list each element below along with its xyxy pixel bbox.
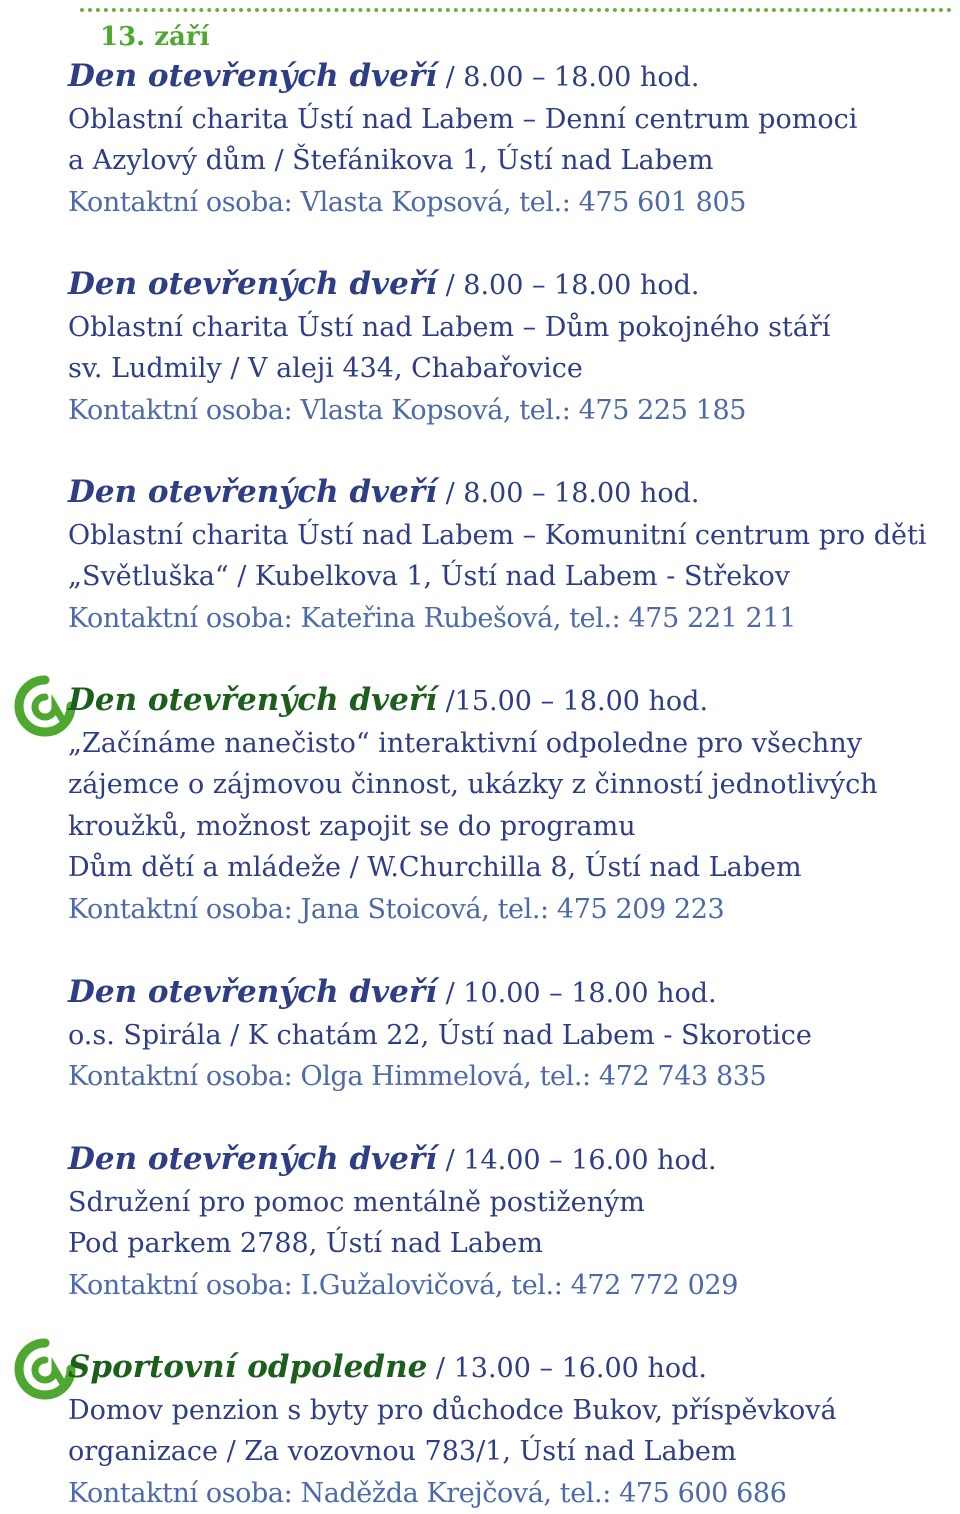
event-title: Sportovní odpoledne [68, 1349, 428, 1385]
event-detail: organizace / Za vozovnou 783/1, Ústí nad Labem [68, 1436, 737, 1468]
event-time: / 8.00 – 18.00 hod. [437, 478, 700, 509]
event-3 [68, 472, 948, 639]
event-detail: Oblastní charita Ústí nad Labem – Dům pokojného stáří [68, 311, 831, 343]
event-title: Den otevřených dveří [68, 58, 438, 94]
event-time: / 13.00 – 16.00 hod. [427, 1353, 707, 1384]
event-title: Den otevřených dveří [68, 682, 438, 718]
dotted-divider [80, 8, 952, 12]
event-contact: Kontaktní osoba: Vlasta Kopsová, tel.: 475 225 185 [68, 394, 747, 426]
event-4 [68, 680, 948, 931]
event-contact: Kontaktní osoba: Kateřina Rubešová, tel.: 475 221 211 [68, 602, 796, 634]
event-detail: Dům dětí a mládeže / W.Churchilla 8, Ústí nad Labem [68, 852, 802, 884]
event-detail: sv. Ludmily / V aleji 434, Chabařovice [68, 353, 583, 385]
event-6 [68, 1139, 948, 1306]
event-detail: „Začínáme nanečisto“ interaktivní odpoledne pro všechny [68, 727, 862, 759]
event-1 [68, 56, 948, 223]
date-heading: 13. září [100, 22, 210, 52]
event-contact: Kontaktní osoba: Naděžda Krejčová, tel.: 475 600 686 [68, 1477, 787, 1509]
event-detail: Oblastní charita Ústí nad Labem – Komunitní centrum pro děti [68, 519, 927, 551]
event-time: / 8.00 – 18.00 hod. [437, 62, 700, 93]
swirl-icon [14, 1338, 76, 1400]
event-contact: Kontaktní osoba: I.Gužalovičová, tel.: 472 772 029 [68, 1269, 738, 1301]
event-detail: zájemce o zájmovou činnost, ukázky z činností jednotlivých [68, 769, 878, 801]
event-detail: Sdružení pro pomoc mentálně postiženým [68, 1186, 645, 1218]
event-time: / 10.00 – 18.00 hod. [437, 978, 717, 1009]
event-detail: Domov penzion s byty pro důchodce Bukov, příspěvková [68, 1394, 837, 1426]
event-contact: Kontaktní osoba: Jana Stoicová, tel.: 475 209 223 [68, 893, 725, 925]
event-contact: Kontaktní osoba: Olga Himmelová, tel.: 472 743 835 [68, 1061, 767, 1093]
event-detail: a Azylový dům / Štefánikova 1, Ústí nad Labem [68, 145, 714, 177]
event-5 [68, 972, 948, 1098]
event-contact: Kontaktní osoba: Vlasta Kopsová, tel.: 475 601 805 [68, 186, 747, 218]
event-title: Den otevřených dveří [68, 266, 438, 302]
event-7 [68, 1347, 948, 1514]
event-detail: „Světluška“ / Kubelkova 1, Ústí nad Labem - Střekov [68, 561, 791, 593]
swirl-icon [14, 675, 76, 737]
event-detail: Pod parkem 2788, Ústí nad Labem [68, 1228, 543, 1260]
event-title: Den otevřených dveří [68, 1141, 438, 1177]
event-time: / 14.00 – 16.00 hod. [437, 1145, 717, 1176]
event-title: Den otevřených dveří [68, 474, 438, 510]
event-time: / 8.00 – 18.00 hod. [437, 270, 700, 301]
event-detail: Oblastní charita Ústí nad Labem – Denní centrum pomoci [68, 103, 858, 135]
event-detail: kroužků, možnost zapojit se do programu [68, 810, 636, 842]
event-2 [68, 264, 948, 431]
event-time: /15.00 – 18.00 hod. [437, 686, 709, 717]
event-title: Den otevřených dveří [68, 974, 438, 1010]
event-detail: o.s. Spirála / K chatám 22, Ústí nad Labem - Skorotice [68, 1019, 812, 1051]
